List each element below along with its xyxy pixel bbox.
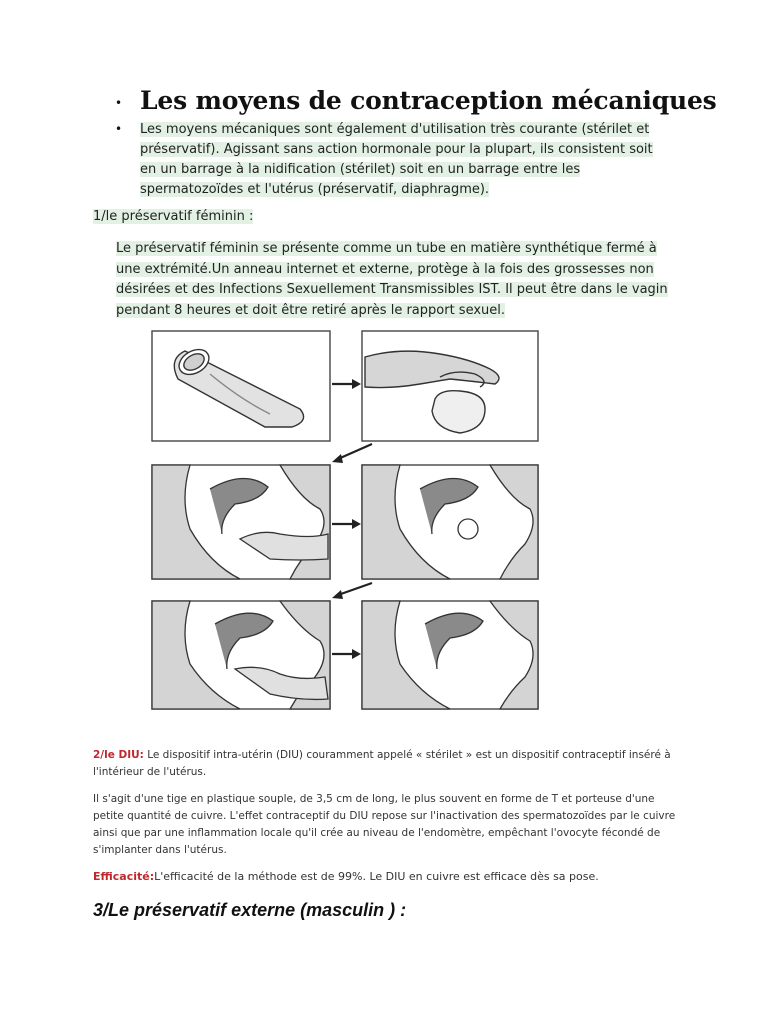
page-title: Les moyens de contraception mécaniques	[140, 86, 717, 115]
efficacite-label: Efficacité:	[93, 870, 155, 883]
section3-heading: 3/Le préservatif externe (masculin ) :	[93, 900, 407, 920]
section1-paragraph	[116, 239, 676, 321]
intro-bullet: •	[115, 122, 123, 136]
section1-text: Le préservatif féminin se présente comme un tube en matière synthétique fermé à une extrémité.Un anneau internet et externe, protège à la fois des grossesses non désirées et des Infections Sexuellement Transmissibles IST. Il peut être dans le vagin pendant 8 heures et doit être retiré après le rapport sexuel.	[116, 241, 668, 318]
efficacite-line	[93, 870, 693, 883]
diu-description: Il s'agit d'une tige en plastique souple, de 3,5 cm de long, le plus souvent en forme de T et porteuse d'une petite quantité de cuivre. L'effet contraceptif du DIU repose sur l'inactivation des spermatozoïdes par le cuivre ainsi que par une inflammation locale qu'il crée au niveau de l'endomètre, empêchant l'ovocyte fécondé de s'implanter dans l'utérus.	[93, 793, 676, 856]
section1-heading	[93, 209, 253, 224]
female-condom-insertion-illustration	[150, 329, 540, 711]
section1-heading-text: 1/le préservatif féminin :	[93, 209, 254, 224]
efficacite-text: L'efficacité de la méthode est de 99%. Le DIU en cuivre est efficace dès sa pose.	[154, 870, 599, 883]
title-bullet: •	[115, 96, 123, 110]
diu-paragraph	[93, 747, 683, 781]
intro-text: Les moyens mécaniques sont également d'utilisation très courante (stérilet et préservatif). Agissant sans action hormonale pour la plupart, ils consistent soit en un barrage à la nidification (stérilet) soit en un barrage entre les spermatozoïdes et l'utérus (préservatif, diaphragme).	[140, 122, 653, 197]
diu-label: 2/le DIU:	[93, 749, 144, 761]
intro-paragraph	[140, 120, 660, 200]
diu-text-1: Le dispositif intra-utérin (DIU) couramment appelé « stérilet » est un dispositif contraceptif inséré à l'intérieur de l'utérus.	[93, 749, 671, 778]
